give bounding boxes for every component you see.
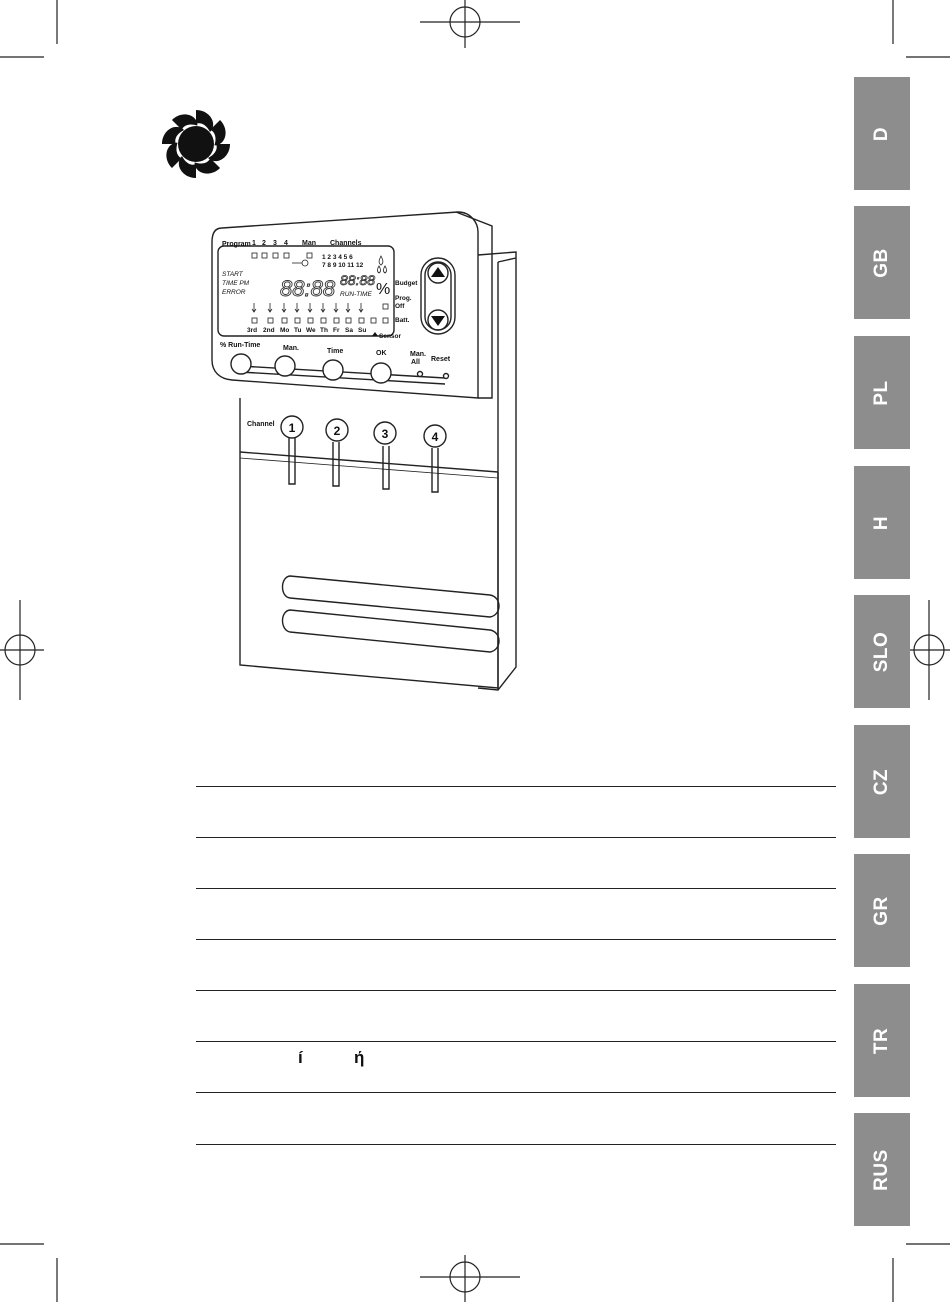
lcd-percent-sign: % bbox=[376, 281, 391, 298]
irrigation-controller-illustration bbox=[205, 210, 535, 695]
brand-logo-icon bbox=[160, 108, 232, 180]
toc-row-6 bbox=[196, 1041, 836, 1093]
man-all-label-2: All bbox=[411, 359, 420, 366]
lang-tab-tr[interactable] bbox=[854, 984, 910, 1097]
lang-tab-label: CZ bbox=[871, 768, 892, 795]
ok-button-label: OK bbox=[376, 350, 387, 357]
toc-row-2 bbox=[196, 837, 836, 889]
lang-tab-d[interactable] bbox=[854, 77, 910, 190]
toc-row-1 bbox=[196, 786, 836, 838]
channel-2-number: 2 bbox=[333, 424, 341, 438]
lcd-day-fr: Fr bbox=[333, 327, 340, 334]
reset-button[interactable] bbox=[444, 374, 449, 379]
lang-tab-label: H bbox=[871, 515, 892, 530]
lcd-man-label: Man bbox=[302, 240, 316, 247]
lcd-time-pm-label: TIME PM bbox=[222, 280, 250, 287]
lang-tab-cz[interactable] bbox=[854, 725, 910, 838]
off-label: Off bbox=[395, 303, 405, 310]
man-all-label-1: Man. bbox=[410, 351, 426, 358]
toc-text: ή bbox=[354, 1048, 365, 1067]
man-button-label: Man. bbox=[283, 345, 299, 352]
lcd-run-time-label: RUN-TIME bbox=[340, 291, 372, 298]
man-all-button[interactable] bbox=[418, 372, 423, 377]
lcd-day-th: Th bbox=[320, 327, 328, 334]
channel-label: Channel bbox=[247, 421, 275, 428]
run-time-button-label: % Run-Time bbox=[220, 342, 261, 349]
lang-tab-rus[interactable] bbox=[854, 1113, 910, 1226]
lang-tab-gr[interactable] bbox=[854, 854, 910, 967]
batt-label: Batt. bbox=[395, 317, 410, 324]
lang-tab-label: TR bbox=[871, 1027, 892, 1054]
lang-tab-label: GR bbox=[871, 895, 892, 926]
lcd-day-we: We bbox=[306, 327, 316, 334]
lang-tab-label: PL bbox=[871, 379, 892, 406]
lang-tab-h[interactable] bbox=[854, 466, 910, 579]
lcd-day-sa: Sa bbox=[345, 327, 353, 334]
lcd-channels-label: Channels bbox=[330, 240, 362, 247]
prog-label: Prog. bbox=[395, 295, 412, 302]
ok-button[interactable] bbox=[371, 363, 391, 383]
lcd-channel-numbers-top: 1 2 3 4 5 6 bbox=[322, 254, 353, 261]
toc-text: í bbox=[298, 1048, 303, 1067]
lcd-day-3rd: 3rd bbox=[247, 327, 258, 334]
time-button-label: Time bbox=[327, 348, 344, 355]
lang-tab-label: RUS bbox=[871, 1148, 892, 1191]
lcd-day-mo: Mo bbox=[280, 327, 290, 334]
lcd-channel-numbers-bottom: 7 8 9 10 11 12 bbox=[322, 262, 364, 269]
lcd-day-su: Su bbox=[358, 327, 367, 334]
channel-1-number: 1 bbox=[288, 421, 296, 435]
time-button[interactable] bbox=[323, 360, 343, 380]
toc-row-5 bbox=[196, 990, 836, 1042]
toc-row-3 bbox=[196, 888, 836, 940]
lcd-secondary-digits: 88:88 bbox=[340, 272, 376, 288]
channel-4-number: 4 bbox=[431, 430, 439, 444]
lcd-sensor-label: Sensor bbox=[379, 333, 402, 340]
run-time-button[interactable] bbox=[231, 354, 251, 374]
lang-tab-slo[interactable] bbox=[854, 595, 910, 708]
lcd-program-label: Program bbox=[222, 241, 251, 248]
channel-3-number: 3 bbox=[381, 427, 389, 441]
reset-label: Reset bbox=[431, 356, 451, 363]
man-button[interactable] bbox=[275, 356, 295, 376]
toc-row-4 bbox=[196, 939, 836, 991]
budget-label: Budget bbox=[395, 280, 418, 287]
lcd-day-tu: Tu bbox=[294, 327, 302, 334]
lcd-program-2: 2 bbox=[262, 240, 266, 247]
lcd-main-digits: 88:88 bbox=[280, 276, 336, 301]
lcd-error-label: ERROR bbox=[222, 289, 246, 296]
lcd-program-3: 3 bbox=[273, 240, 277, 247]
toc-row-7 bbox=[196, 1092, 836, 1145]
lang-tab-label: D bbox=[871, 126, 892, 141]
lang-tab-label: SLO bbox=[871, 631, 892, 672]
lcd-start-label: START bbox=[222, 271, 243, 278]
lcd-program-1: 1 bbox=[252, 240, 256, 247]
lang-tab-label: GB bbox=[871, 247, 892, 278]
lcd-day-2nd: 2nd bbox=[263, 327, 275, 334]
lang-tab-gb[interactable] bbox=[854, 206, 910, 319]
lang-tab-pl[interactable] bbox=[854, 336, 910, 449]
lcd-program-4: 4 bbox=[284, 240, 288, 247]
